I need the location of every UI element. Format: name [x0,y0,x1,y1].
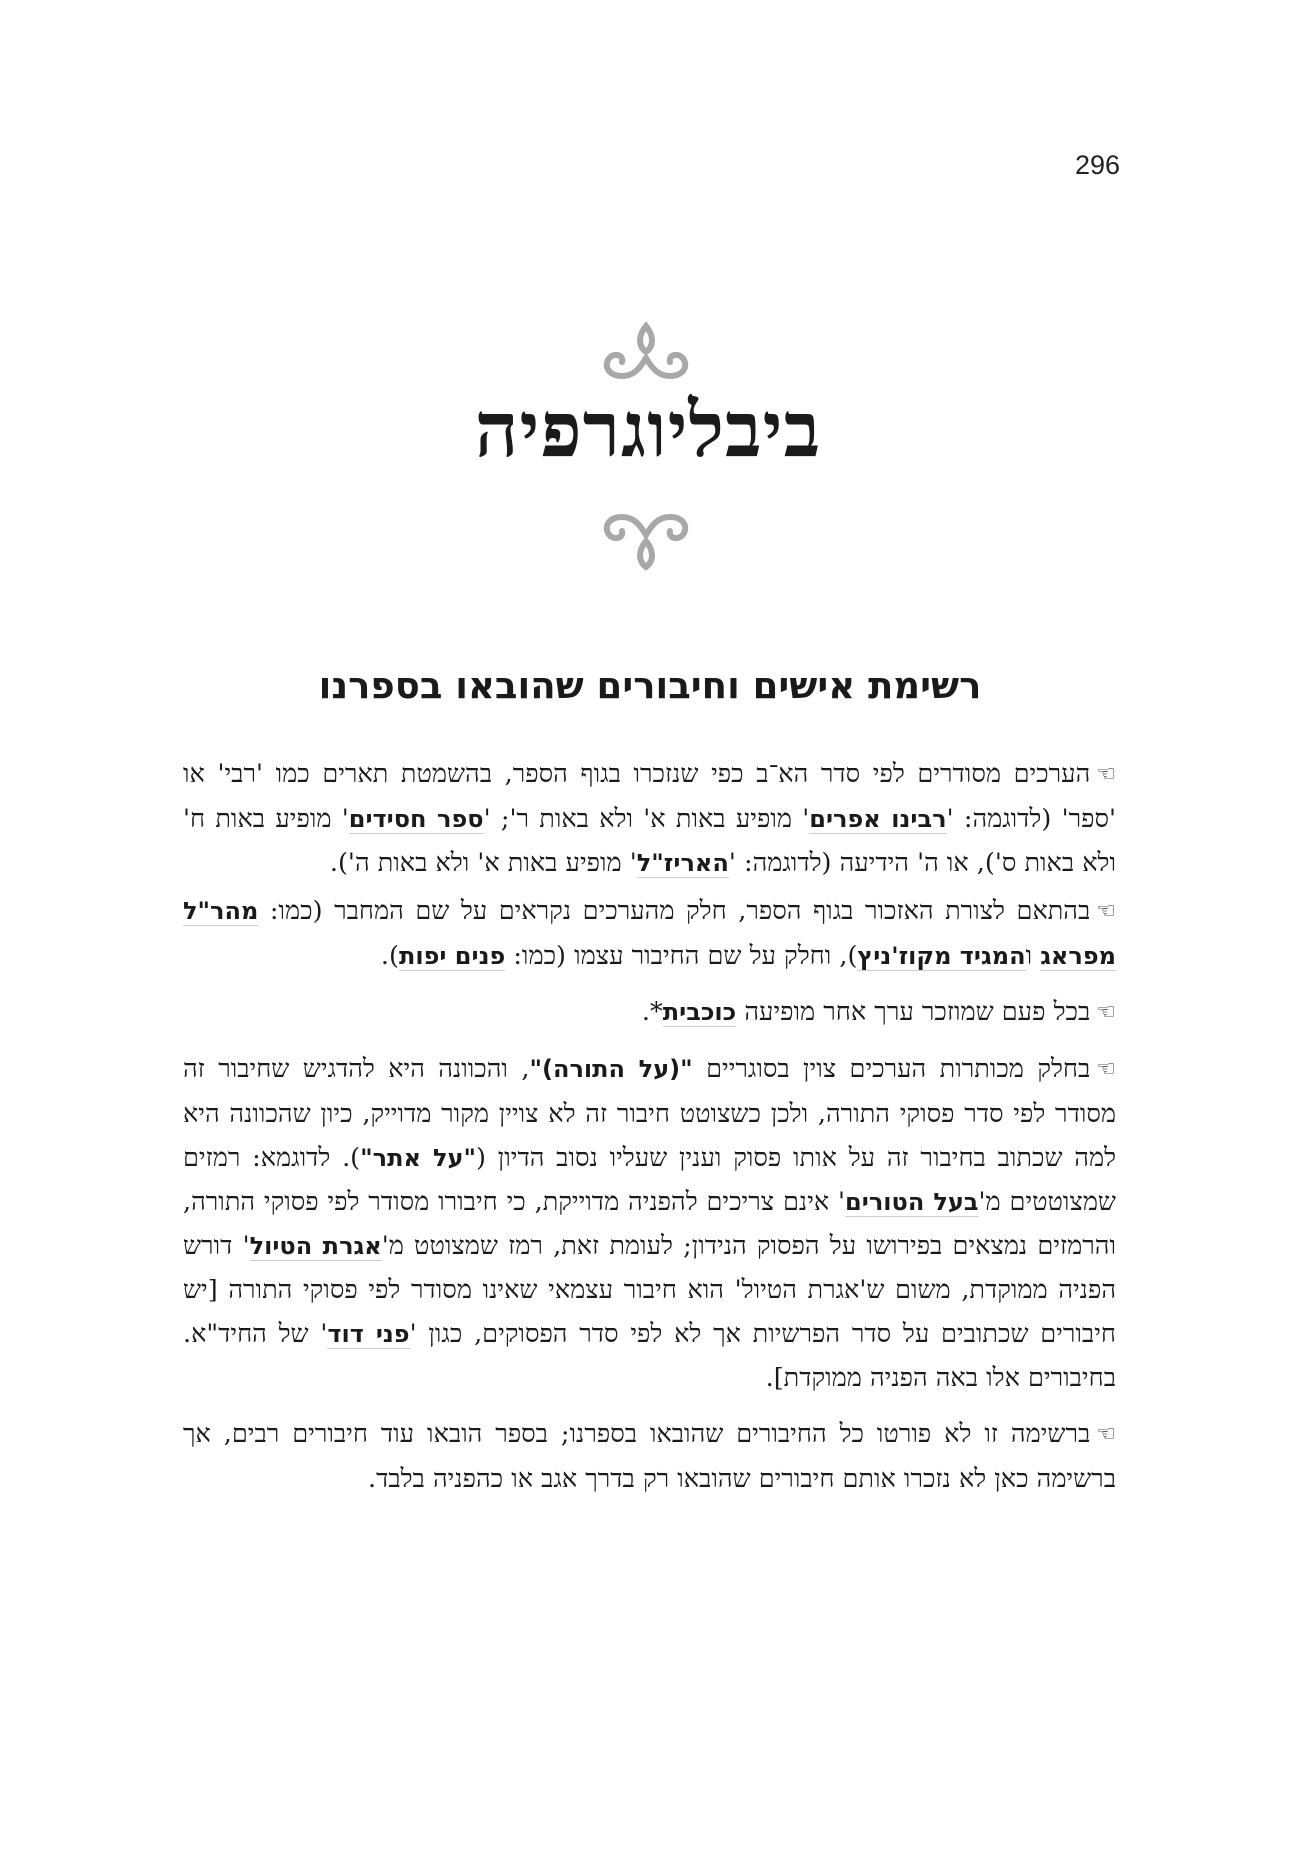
bibliography-intro [183,752,1116,1513]
section-title: רשימת אישים וחיבורים שהובאו בספרנו [318,664,982,707]
intro-paragraph [183,1412,1116,1501]
page-number: 296 [1075,150,1121,180]
emphasis-text: "על אתר" [360,1144,476,1172]
paragraph-text: ' מופיע באות ח' ולא באות ס'), או ה' הידיעה (לדוגמה: ' [183,804,1116,878]
cross-reference-link[interactable]: בעל הטורים [845,1188,979,1216]
page-title: ביבליוגרפיה [474,385,822,474]
pointing-hand-icon: ☜ [1096,1422,1116,1447]
pointing-hand-icon: ☜ [1096,1057,1117,1082]
intro-paragraph [183,752,1116,885]
cross-reference-link[interactable]: כוכבית [662,998,737,1026]
intro-paragraph [183,1047,1116,1400]
paragraph-text: ' של החיד"א. בחיבורים אלו באה הפניה ממוקדת]. [183,1319,1116,1393]
pointing-hand-icon: ☜ [1096,899,1116,924]
paragraph-text: ו [1025,941,1041,971]
cross-reference-link[interactable]: מהר"ל מפראג [183,897,1116,970]
scroll-ornament-icon [590,318,702,388]
paragraph-text: בכל פעם שמוזכר ערך אחר מופיעה [736,997,1091,1027]
paragraph-text: הערכים מסודרים לפי סדר הא־ב כפי שנזכרו בגוף הספר, בהשמטת תארים כמו 'רבי' או 'ספר' (לדוגמה: ' [183,759,1117,834]
paragraph-text: ברשימה זו לא פורטו כל החיבורים שהובאו בספרנו; בספר הובאו עוד חיבורים רבים, אך ברשימה כאן לא נזכרו אותם חיבורים שהובאו רק בדרך אגב או כהפניה בלבד. [183,1419,1116,1494]
paragraph-text: *. [641,997,663,1027]
paragraph-text: ' מופיע באות א' ולא באות ר'; ' [483,804,810,834]
paragraph-text: ), וחלק על שם החיבור עצמו (כמו: [505,941,858,971]
cross-reference-link[interactable]: פני דוד [327,1320,410,1348]
cross-reference-link[interactable]: רבינו אפרים [809,805,947,833]
cross-reference-link[interactable]: אגרת הטיול [249,1232,382,1260]
cross-reference-link[interactable]: ספר חסידים [348,805,484,833]
cross-reference-link[interactable]: פנים יפות [398,942,506,970]
paragraph-text: ' אינם צריכים להפניה מדוייקת, כי חיבורו מסודר לפי פסוקי התורה, והרמזים נמצאים בפירושו על הפסוק הנידון; לעומת זאת, רמז שמצוטט מ' [183,1187,1116,1261]
pointing-hand-icon: ☜ [1096,762,1116,787]
intro-paragraph [183,990,1116,1035]
paragraph-text: ). לדוגמא: רמזים שמצוטטים מ' [183,1143,1116,1217]
cross-reference-link[interactable]: האריז"ל [636,849,729,877]
cross-reference-link[interactable]: המגיד מקוז'ניץ [857,942,1026,970]
emphasis-text: "(על התורה)" [529,1055,693,1083]
paragraph-text: בחלק מכותרות הערכים צוין בסוגריים [692,1054,1091,1084]
paragraph-text: , והכוונה היא להדגיש שחיבור זה מסודר לפי סדר פסוקי התורה, ולכן כשצוטט חיבור זה לא צויין מקור מדוייק, כיון שהכוונה היא למה שכתוב בחיבור זה על אותו פסוק וענין שעליו נסוב הדיון ( [183,1054,1117,1173]
intro-paragraph [183,889,1116,978]
paragraph-text: בהתאם לצורת האזכור בגוף הספר, חלק מהערכים נקראים על שם המחבר (כמו: [258,896,1091,926]
paragraph-text: ). [380,941,399,971]
paragraph-text: ' מופיע באות א' ולא באות ה'). [329,848,637,878]
pointing-hand-icon: ☜ [1096,1000,1116,1025]
paragraph-text: ' דורש הפניה ממוקדת, משום ש'אגרת הטיול' הוא חיבור עצמאי שאינו מסודר לפי פסוקי התורה [יש חיבורים שכתובים על סדר הפרשיות אך לא לפי סדר הפסוקים, כגון ' [183,1231,1116,1349]
scroll-ornament-icon [590,505,702,575]
